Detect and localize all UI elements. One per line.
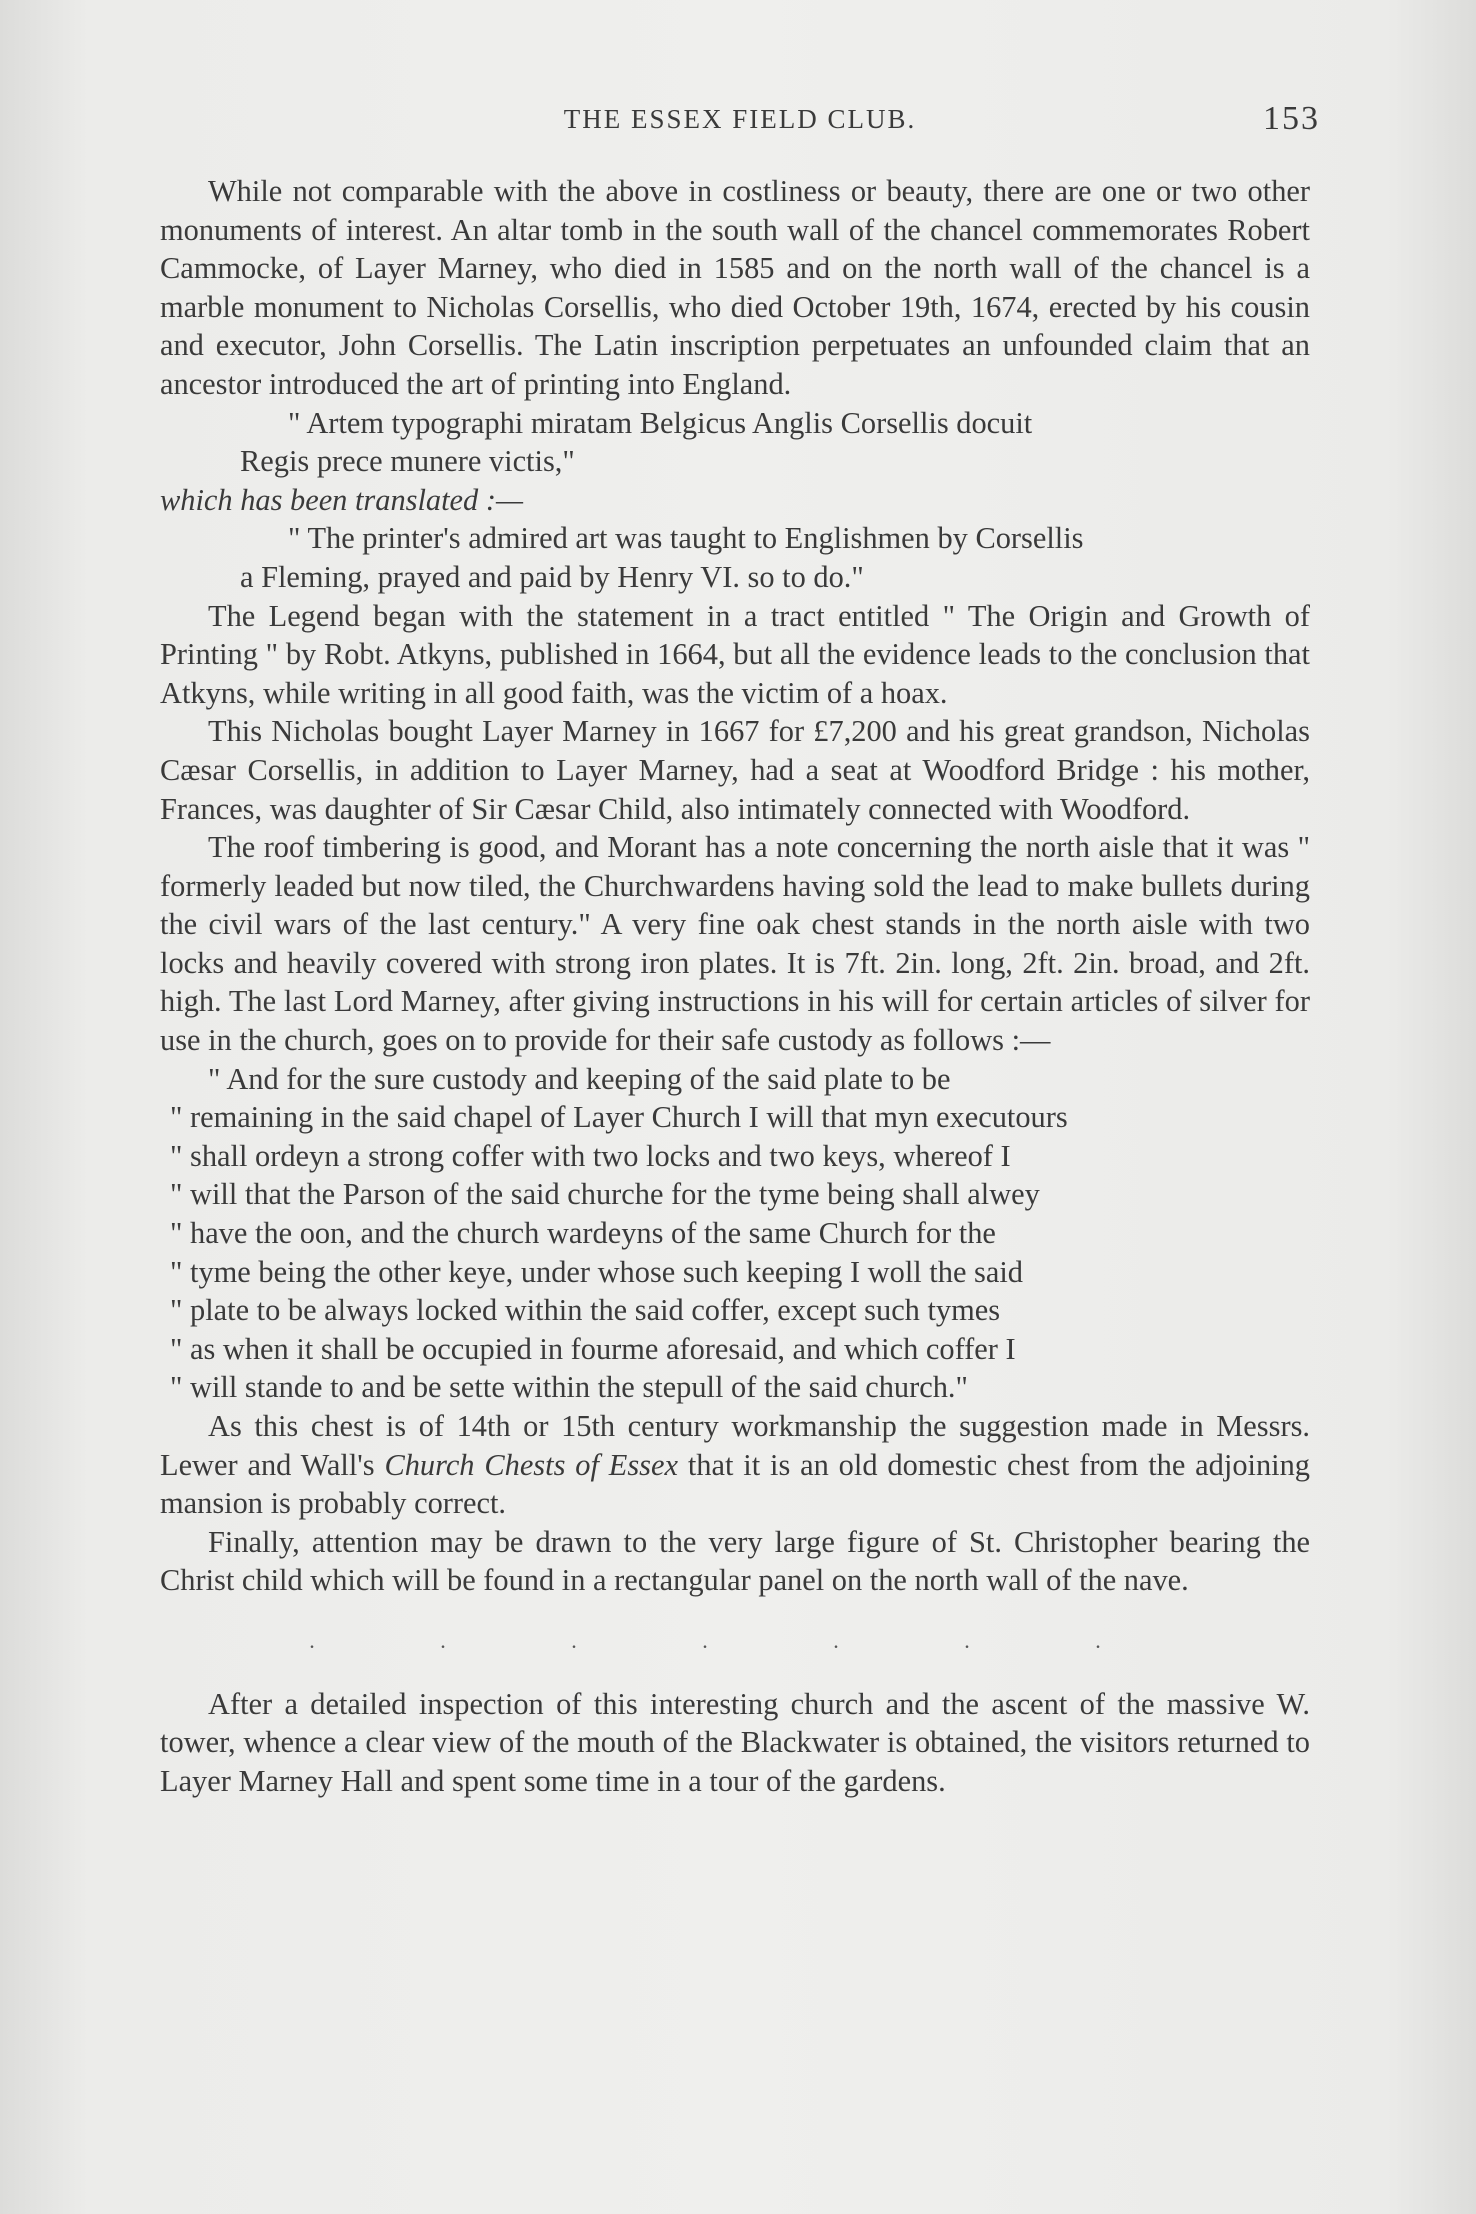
translation-line-1: " The printer's admired art was taught to Englishmen by Corsellis	[288, 521, 1084, 556]
quote-line: " will that the Parson of the said churche for the tyme being shall alwey	[170, 1177, 1040, 1212]
chest-text-b: that it is an old domestic chest from the adjoining mansion is probably correct.	[160, 1447, 1310, 1521]
section-break-dots: . . . . . . .	[309, 1627, 1161, 1653]
quote-line: " will stande to and be sette within the stepull of the said church."	[170, 1370, 968, 1405]
quote-line: " tyme being the other keye, under whose such keeping I woll the said	[170, 1254, 1023, 1289]
quote-line: " have the oon, and the church wardeyns of the same Church for the	[170, 1216, 996, 1251]
latin-inscription	[160, 404, 1310, 597]
quote-line: " shall ordeyn a strong coffer with two locks and two keys, whereof I	[170, 1138, 1011, 1173]
translation-line-2: a Fleming, prayed and paid by Henry VI. so to do."	[240, 559, 864, 594]
paragraph-monuments: While not comparable with the above in costliness or beauty, there are one or two other monuments of interest. An altar tomb in the south wall of the chancel commemorates Robert Cammocke, of Layer Marney, who died in 1585 and on the north wall of the chancel is a marble monument to Nicholas Corsellis, who died October 19th, 1674, erected by his cousin and executor, John Corsellis. The Latin inscription perpetuates an unfounded claim that an ancestor introduced the art of printing into England.	[160, 174, 1310, 401]
paragraph-st-christopher: Finally, attention may be drawn to the very large figure of St. Christopher bearing the Christ child which will be found in a rectangular panel on the north wall of the nave.	[160, 1524, 1310, 1598]
quote-line: " plate to be always locked within the said coffer, except such tymes	[170, 1293, 1001, 1328]
page-body	[160, 172, 1310, 1800]
page-number: 153	[1263, 100, 1320, 137]
quote-line: " And for the sure custody and keeping of the said plate to be	[208, 1061, 951, 1096]
running-header	[160, 100, 1320, 144]
latin-line-2: Regis prece munere victis,"	[240, 444, 575, 479]
will-quotation	[160, 1060, 1310, 1407]
latin-line-1: " Artem typographi miratam Belgicus Anglis Corsellis docuit	[288, 405, 1033, 440]
quote-line: " remaining in the said chapel of Layer Church I will that myn executours	[170, 1100, 1068, 1135]
quote-line: " as when it shall be occupied in fourme aforesaid, and which coffer I	[170, 1331, 1016, 1366]
paragraph-chest	[160, 1407, 1310, 1523]
chest-text-a: As this chest is of 14th or 15th century workmanship the suggestion made in Messrs. Lewer and Wall's	[160, 1409, 1310, 1482]
translation-intro: which has been translated :—	[160, 482, 523, 517]
book-title-church-chests: Church Chests of Essex	[384, 1447, 678, 1482]
paragraph-legend: The Legend began with the statement in a tract entitled " The Origin and Growth of Printing " by Robt. Atkyns, published in 1664, but all the evidence leads to the conclusion that Atkyns, while writing in all good faith, was the victim of a hoax.	[160, 598, 1310, 710]
paragraph-tower: After a detailed inspection of this interesting church and the ascent of the massive W. tower, whence a clear view of the mouth of the Blackwater is obtained, the visitors returned to Layer Marney Hall and spent some time in a tour of the gardens.	[160, 1686, 1310, 1798]
paragraph-nicholas: This Nicholas bought Layer Marney in 1667 for £7,200 and his great grandson, Nicholas Cæsar Corsellis, in addition to Layer Marney, had a seat at Woodford Bridge : his mother, Frances, was daughter of Sir Cæsar Child, also intimately connected with Woodford.	[160, 714, 1310, 826]
paragraph-roof: The roof timbering is good, and Morant has a note concerning the north aisle that it was " formerly leaded but now tiled, the Churchwardens having sold the lead to make bullets during the civil wars of the last century." A very fine oak chest stands in the north aisle with two locks and heavily covered with strong iron plates. It is 7ft. 2in. long, 2ft. 2in. broad, and 2ft. high. The last Lord Marney, after giving instructions in his will for certain articles of silver for use in the church, goes on to provide for their safe custody as follows :—	[160, 830, 1310, 1058]
running-title: THE ESSEX FIELD CLUB.	[563, 104, 917, 134]
